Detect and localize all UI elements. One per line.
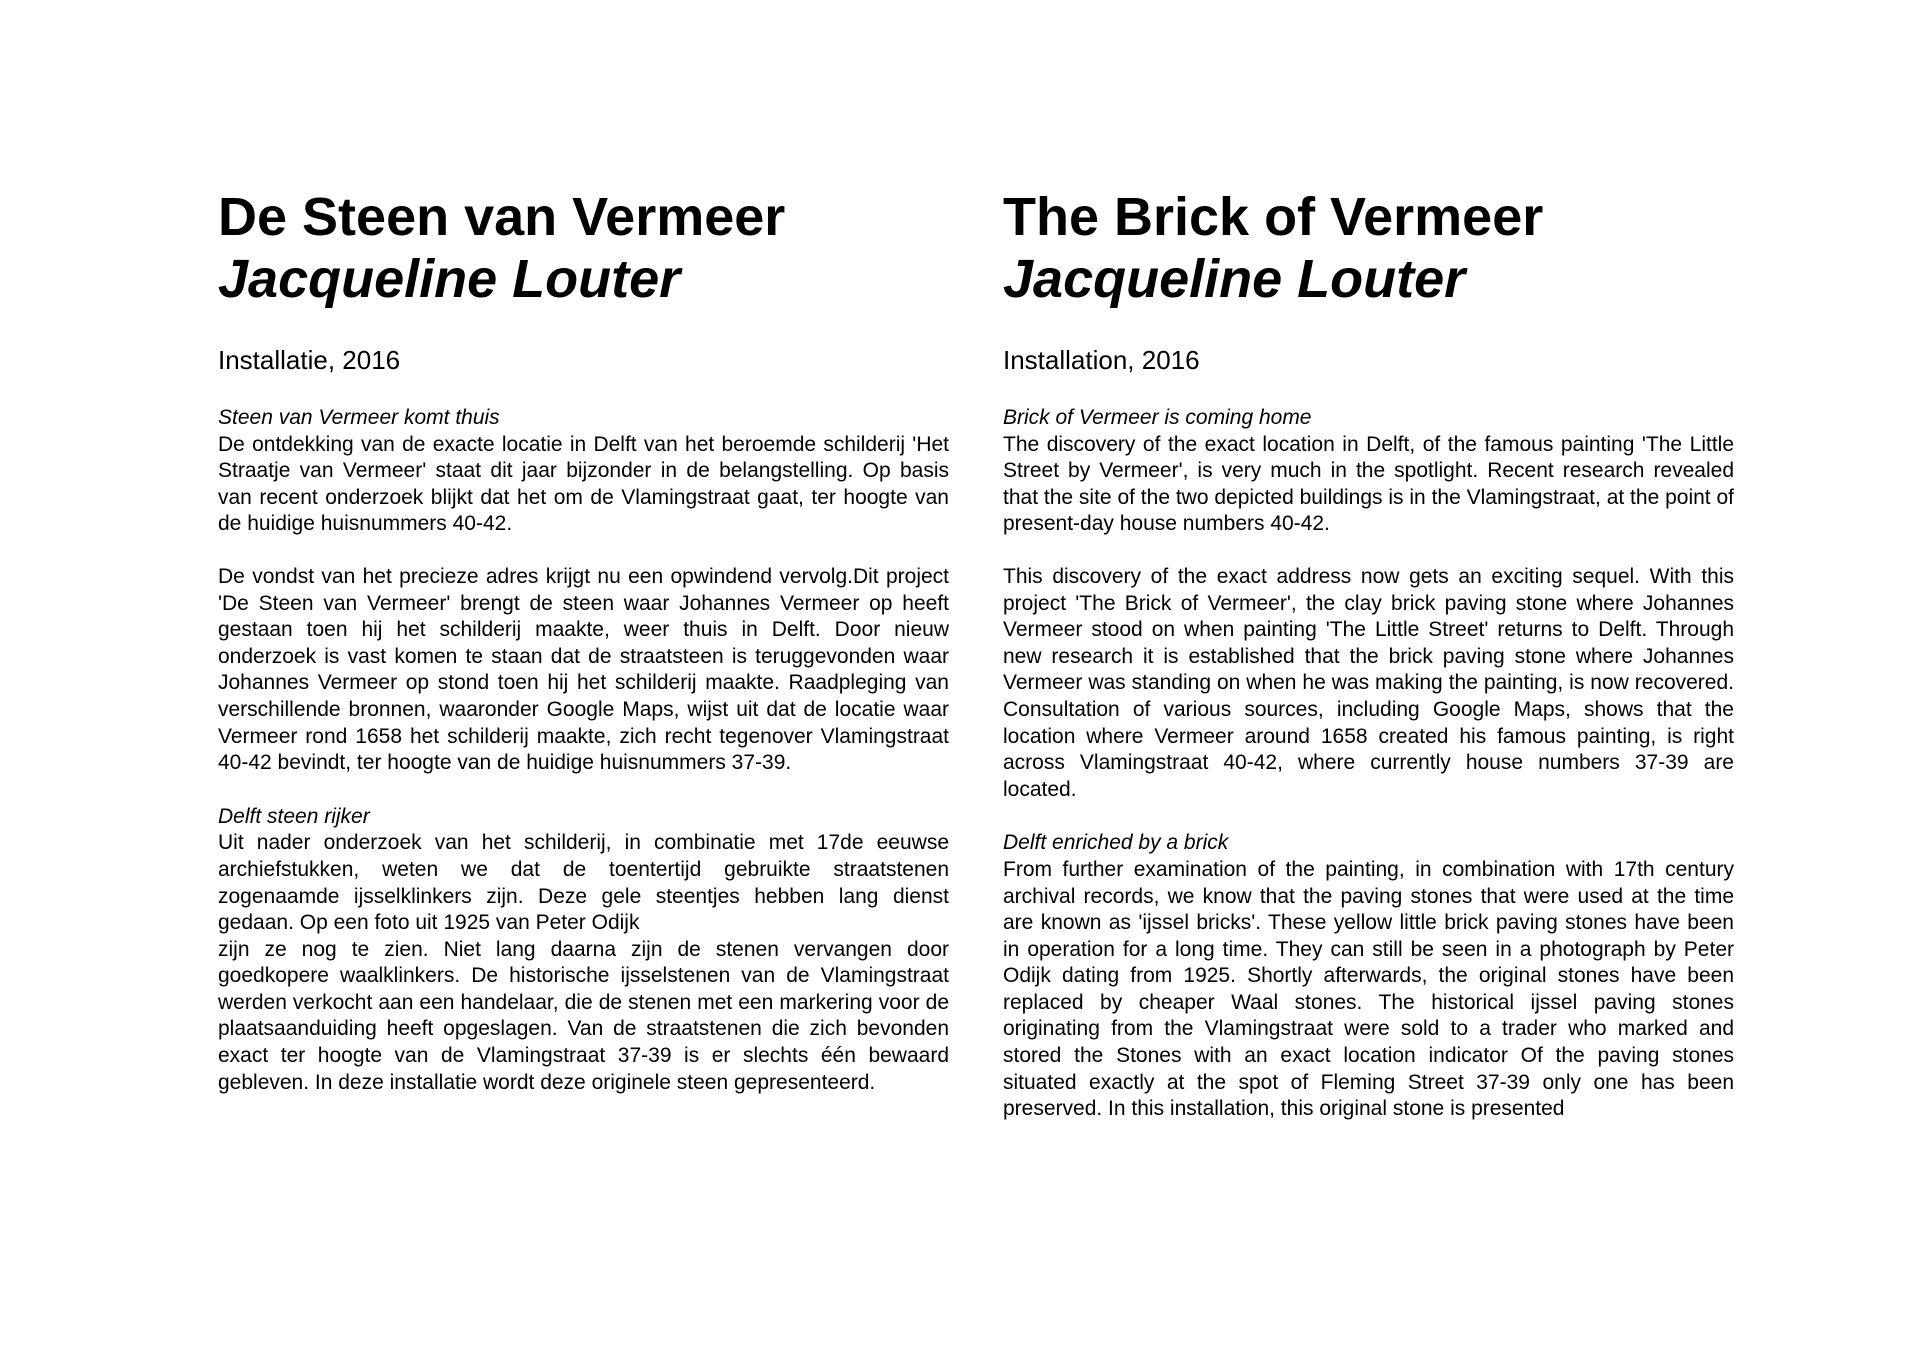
dutch-section-heading-2: Delft steen rijker — [218, 804, 370, 828]
english-author: Jacqueline Louter — [1003, 249, 1466, 309]
dutch-section-heading-1: Steen van Vermeer komt thuis — [218, 406, 500, 429]
dutch-paragraph-2: De vondst van het precieze adres krijgt nu een opwindend vervolg.Dit project 'De Steen van Vermeer' brengt de steen waar Johannes Vermeer op heeft gestaan toen hij het schilderij maakte, weer thuis in Delft. Door nieuw onderzoek is vast komen te staan dat de straatsteen is teruggevonden waar Johannes Vermeer op stond toen hij het schilderij maakte. Raadpleging van verschillende bronnen, waaronder Google Maps, wijst uit dat de locatie waar Vermeer rond 1658 het schilderij maakte, zich recht tegenover Vlamingstraat 40-42 bevindt, ter hoogte van de huidige huisnummers 37-39. — [218, 564, 949, 775]
dutch-paragraph-3-part-1: Uit nader onderzoek van het schilderij, in combinatie met 17de eeuwse archiefstukken, weten we dat de toentertijd gebruikte straatstenen zogenaamde ijsselklinkers zijn. Deze gele steentjes hebben lang dienst gedaan. Op een foto uit 1925 van Peter Odijk — [218, 831, 949, 935]
dutch-paragraph-1: De ontdekking van de exacte locatie in Delft van het beroemde schilderij 'Het Straatje van Vermeer' staat dit jaar bijzonder in de belangstelling. Op basis van recent onderzoek blijkt dat het om de Vlamingstraat gaat, ter hoogte van de huidige huisnummers 40-42. — [218, 432, 949, 536]
english-title: The Brick of Vermeer — [1003, 187, 1544, 247]
dutch-paragraph-3-part-2: zijn ze nog te zien. Niet lang daarna zijn de stenen vervangen door goedkopere waalklinkers. De historische ijsselstenen van de Vlamingstraat werden verkocht aan een handelaar, die de stenen met een markering voor de plaatsaanduiding heeft opgeslagen. Van de straatstenen die zich bevonden exact ter hoogte van de Vlamingstraat 37-39 is er slechts één bewaard gebleven. In deze installatie wordt deze originele steen gepresenteerd. — [218, 937, 949, 1094]
english-paragraph-2: This discovery of the exact address now gets an exciting sequel. With this project 'The Brick of Vermeer', the clay brick paving stone where Johannes Vermeer stood on when painting 'The Little Street' returns to Delft. Through new research it is established that the brick paving stone where Johannes Vermeer was standing on when he was making the painting, is now recovered. Consultation of various sources, including Google Maps, shows that the location where Vermeer around 1658 created his famous painting, is right across Vlamingstraat 40-42, where currently house numbers 37-39 are located. — [1003, 564, 1734, 801]
english-column — [1003, 186, 1734, 1123]
dutch-title: De Steen van Vermeer — [218, 187, 786, 247]
dutch-subtitle: Installatie, 2016 — [218, 345, 401, 375]
english-paragraph-1: The discovery of the exact location in Delft, of the famous painting 'The Little Street by Vermeer', is very much in the spotlight. Recent research revealed that the site of the two depicted buildings is in the Vlamingstraat, at the point of present-day house numbers 40-42. — [1003, 432, 1734, 536]
english-paragraph-3: From further examination of the painting, in combination with 17th century archival records, we know that the paving stones that were used at the time are known as 'ijssel bricks'. These yellow little brick paving stones have been in operation for a long time. They can still be seen in a photograph by Peter Odijk dating from 1925. Shortly afterwards, the original stones have been replaced by cheaper Waal stones. The historical ijssel paving stones originating from the Vlamingstraat were sold to a trader who marked and stored the Stones with an exact location indicator Of the paving stones situated exactly at the spot of Fleming Street 37-39 only one has been preserved. In this installation, this original stone is presented — [1003, 857, 1734, 1121]
dutch-paragraph-3 — [218, 830, 949, 1096]
english-section-heading-2: Delft enriched by a brick — [1003, 831, 1229, 855]
english-subtitle: Installation, 2016 — [1003, 345, 1200, 375]
english-section-heading-1: Brick of Vermeer is coming home — [1003, 406, 1312, 429]
dutch-author: Jacqueline Louter — [218, 249, 681, 309]
dutch-column — [218, 186, 949, 1096]
